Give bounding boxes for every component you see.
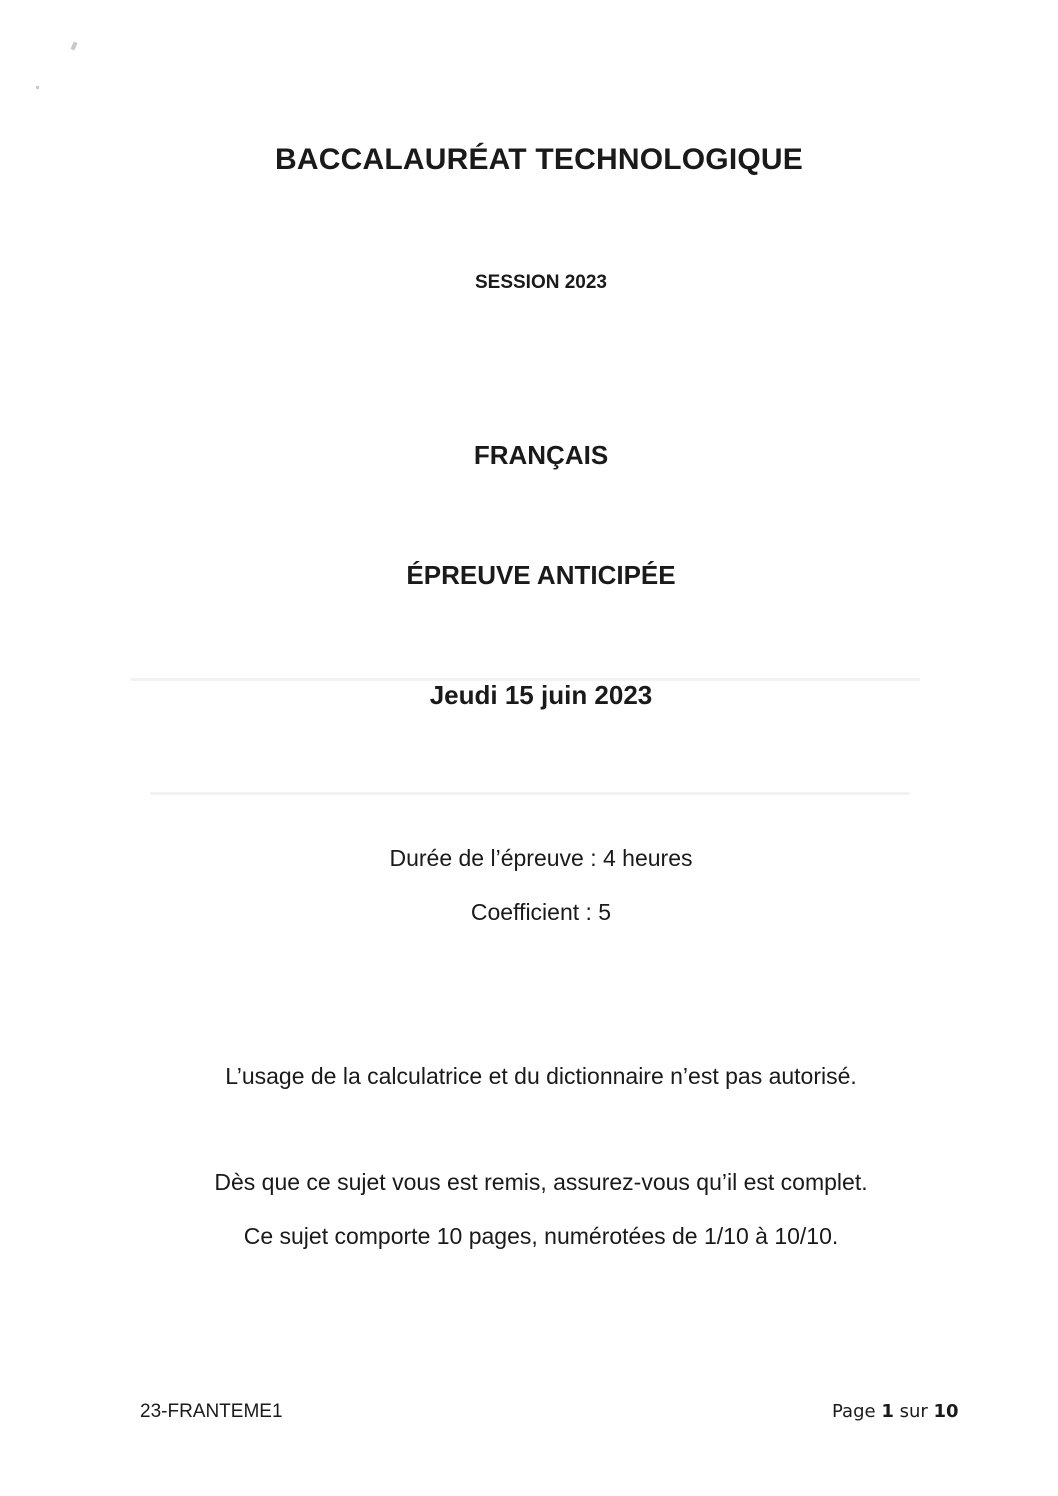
exam-date: Jeudi 15 juin 2023 [429, 680, 653, 710]
page-count-notice: Ce sujet comporte 10 pages, numérotées de 1/10 à 10/10. [243, 1223, 839, 1249]
page-number-prefix: Page [832, 1401, 876, 1422]
exam-title: BACCALAURÉAT TECHNOLOGIQUE [275, 143, 803, 176]
page-number [832, 1401, 959, 1422]
subject-heading: FRANÇAIS [473, 440, 609, 470]
session-label: SESSION 2023 [474, 272, 608, 293]
exam-coefficient: Coefficient : 5 [470, 899, 612, 925]
exam-code: 23-FRANTEME1 [140, 1401, 283, 1422]
page-number-separator: sur [899, 1401, 928, 1422]
exam-duration: Durée de l’épreuve : 4 heures [389, 845, 693, 871]
scan-bleed-through-mark [150, 792, 910, 795]
page-number-current: 1 [881, 1401, 894, 1422]
completeness-notice: Dès que ce sujet vous est remis, assurez-vous qu’il est complet. [214, 1169, 868, 1195]
scan-speck [36, 86, 39, 89]
page-number-total: 10 [933, 1401, 959, 1422]
scan-speck [70, 42, 77, 51]
exam-type-heading: ÉPREUVE ANTICIPÉE [406, 560, 676, 590]
calculator-notice: L’usage de la calculatrice et du dictionnaire n’est pas autorisé. [225, 1063, 857, 1089]
